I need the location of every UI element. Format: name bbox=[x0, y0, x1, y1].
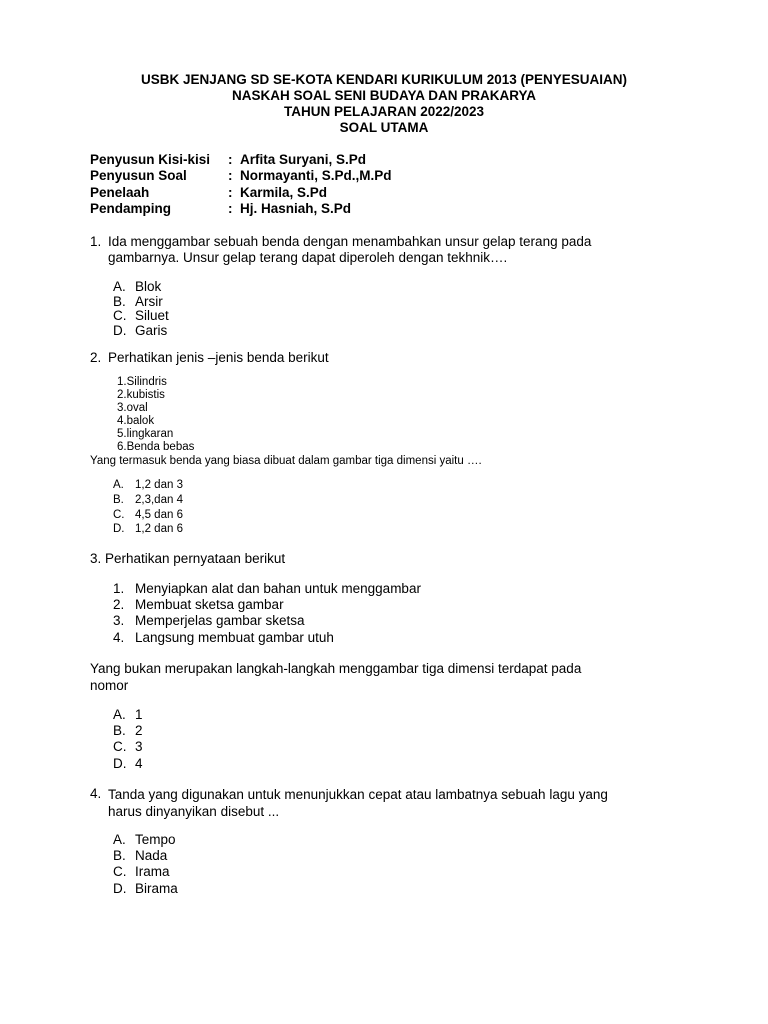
option-letter: D. bbox=[113, 322, 127, 338]
item-number: 1. bbox=[113, 581, 125, 596]
question-line: harus dinyanyikan disebut ... bbox=[108, 804, 280, 819]
meta-key: Penyusun Kisi-kisi bbox=[90, 152, 211, 167]
option-letter: B. bbox=[113, 293, 126, 309]
option-text: 1,2 dan 6 bbox=[135, 523, 183, 536]
meta-key: Penyusun Soal bbox=[90, 168, 187, 184]
meta-value: Arfita Suryani, S.Pd bbox=[240, 152, 367, 167]
option-text: 4,5 dan 6 bbox=[135, 508, 183, 521]
question-number: 2. bbox=[90, 350, 102, 365]
list-item bbox=[113, 630, 421, 646]
item-number: 4. bbox=[113, 629, 125, 645]
list-item: 5.lingkaran bbox=[117, 428, 174, 440]
option-text: 3 bbox=[135, 739, 143, 755]
item-text: Langsung membuat gambar utuh bbox=[135, 629, 334, 645]
meta-value: Normayanti, S.Pd.,M.Pd bbox=[240, 168, 392, 184]
list-item: 6.Benda bebas bbox=[117, 441, 195, 453]
list-item bbox=[113, 597, 421, 613]
option-letter: D. bbox=[113, 880, 127, 896]
document-header bbox=[0, 72, 768, 136]
answer-options bbox=[113, 478, 183, 537]
statement-list bbox=[113, 581, 421, 646]
list-item: 1.Silindris bbox=[117, 376, 167, 388]
question-number: 1. bbox=[90, 234, 102, 249]
item-number: 3. bbox=[113, 613, 125, 629]
list-item: 4.balok bbox=[117, 415, 155, 427]
item-text: Memperjelas gambar sketsa bbox=[135, 613, 305, 629]
meta-key: Pendamping bbox=[90, 200, 172, 216]
option-letter: D. bbox=[113, 523, 125, 536]
list-item: 3.oval bbox=[117, 402, 148, 414]
meta-row bbox=[90, 185, 392, 201]
item-number: 2. bbox=[113, 597, 125, 613]
answer-options bbox=[113, 832, 178, 897]
meta-value: Karmila, S.Pd bbox=[240, 184, 328, 200]
meta-row bbox=[90, 201, 392, 217]
option-text: Nada bbox=[135, 848, 168, 864]
option-a[interactable] bbox=[113, 280, 169, 295]
option-text: Tempo bbox=[135, 832, 176, 847]
option-letter: A. bbox=[113, 707, 126, 722]
question-text bbox=[108, 786, 608, 820]
question-line: nomor bbox=[90, 678, 129, 693]
option-text: 1,2 dan 3 bbox=[135, 479, 183, 491]
option-d[interactable] bbox=[113, 522, 183, 537]
item-text: Menyiapkan alat dan bahan untuk menggambar bbox=[135, 581, 421, 596]
meta-key: Penelaah bbox=[90, 184, 150, 200]
option-c[interactable] bbox=[113, 739, 143, 755]
option-text: Garis bbox=[135, 322, 168, 338]
meta-separator: : bbox=[228, 184, 233, 200]
header-line-2: NASKAH SOAL SENI BUDAYA DAN PRAKARYA bbox=[231, 88, 537, 103]
option-letter: B. bbox=[113, 493, 124, 506]
option-a[interactable] bbox=[113, 707, 143, 723]
question-text: 3. Perhatikan pernyataan berikut bbox=[90, 551, 286, 566]
meta-row bbox=[90, 152, 392, 168]
option-text: 2 bbox=[135, 723, 143, 739]
option-text: Arsir bbox=[135, 293, 163, 309]
meta-separator: : bbox=[228, 152, 233, 167]
option-text: Irama bbox=[135, 864, 170, 880]
option-d[interactable] bbox=[113, 756, 143, 772]
option-b[interactable] bbox=[113, 848, 178, 864]
option-letter: A. bbox=[113, 479, 124, 491]
option-text: 1 bbox=[135, 707, 143, 722]
meta-separator: : bbox=[228, 200, 233, 216]
question-prompt bbox=[90, 660, 581, 694]
option-d[interactable] bbox=[113, 881, 178, 897]
question-line: Yang bukan merupakan langkah-langkah menggambar tiga dimensi terdapat pada bbox=[90, 661, 582, 676]
option-a[interactable] bbox=[113, 832, 178, 848]
option-c[interactable] bbox=[113, 508, 183, 523]
option-d[interactable] bbox=[113, 324, 169, 339]
option-letter: B. bbox=[113, 723, 126, 739]
item-list bbox=[117, 376, 194, 454]
list-item bbox=[113, 613, 421, 629]
option-text: 2,3,dan 4 bbox=[135, 493, 183, 506]
option-letter: D. bbox=[113, 755, 127, 771]
option-a[interactable] bbox=[113, 478, 183, 493]
option-letter: B. bbox=[113, 848, 126, 864]
question-line: gambarnya. Unsur gelap terang dapat diperoleh dengan tekhnik…. bbox=[108, 250, 508, 266]
option-text: Siluet bbox=[135, 308, 169, 323]
header-line-1: USBK JENJANG SD SE-KOTA KENDARI KURIKULUM 2013 (PENYESUAIAN) bbox=[140, 72, 628, 87]
option-text: 4 bbox=[135, 755, 143, 771]
option-letter: C. bbox=[113, 864, 127, 880]
meta-row bbox=[90, 168, 392, 184]
header-line-3: TAHUN PELAJARAN 2022/2023 bbox=[283, 104, 485, 119]
question-line: Tanda yang digunakan untuk menunjukkan cepat atau lambatnya sebuah lagu yang bbox=[108, 787, 608, 802]
list-item bbox=[113, 581, 421, 597]
answer-options bbox=[113, 280, 169, 338]
option-b[interactable] bbox=[113, 493, 183, 508]
option-letter: A. bbox=[113, 279, 126, 294]
question-text bbox=[108, 234, 591, 266]
option-b[interactable] bbox=[113, 295, 169, 310]
option-c[interactable] bbox=[113, 309, 169, 324]
header-line-4: SOAL UTAMA bbox=[339, 120, 429, 135]
question-text: Perhatikan jenis –jenis benda berikut bbox=[108, 350, 329, 365]
option-text: Birama bbox=[135, 880, 178, 896]
meta-separator: : bbox=[228, 168, 233, 184]
answer-options bbox=[113, 707, 143, 772]
question-number: 4. bbox=[90, 786, 102, 801]
option-letter: C. bbox=[113, 308, 127, 323]
meta-value: Hj. Hasniah, S.Pd bbox=[240, 200, 352, 216]
option-b[interactable] bbox=[113, 723, 143, 739]
list-item: 2.kubistis bbox=[117, 389, 165, 401]
option-text: Blok bbox=[135, 279, 162, 294]
question-line: Ida menggambar sebuah benda dengan menambahkan unsur gelap terang pada bbox=[108, 234, 592, 249]
item-text: Membuat sketsa gambar bbox=[135, 597, 284, 613]
question-prompt: Yang termasuk benda yang biasa dibuat dalam gambar tiga dimensi yaitu …. bbox=[90, 455, 482, 467]
option-letter: C. bbox=[113, 508, 125, 521]
option-c[interactable] bbox=[113, 864, 178, 880]
option-letter: C. bbox=[113, 739, 127, 755]
author-info bbox=[90, 152, 392, 217]
option-letter: A. bbox=[113, 832, 126, 847]
